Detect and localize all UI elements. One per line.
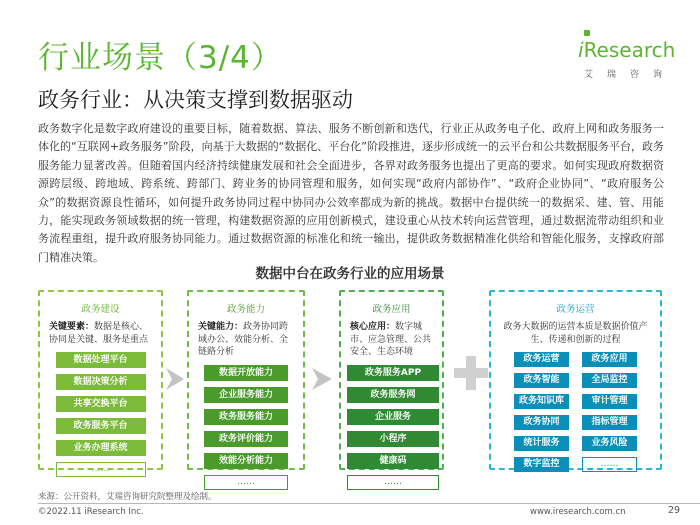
logo-research: Research bbox=[583, 38, 676, 62]
tag-gov-intelligence: 政务智能 bbox=[514, 373, 569, 388]
tag-health-code: 健康码 bbox=[347, 453, 439, 469]
logo-dot-icon bbox=[584, 30, 590, 36]
body-paragraph: 政务数字化是数字政府建设的重要目标，随着数据、算法、服务不断创新和迭代，行业正从政务电子化、政府上网和政务服务一体化的“互联网+政务服务”阶段，向基于大数据的“数据化、平台化”阶段推进，逐步形成统一的云平台和公共数据服务平台，政务服务能力显著改善。但随着国内经济持续健康发展和社会全面进步，各界对政务服务也提出了更高的要求。如何实现政府数据资源跨层级、跨地域、跨系统、跨部门、跨业务的协同管理和服务，如何实现“政府内部协作”、“政府企业协同”、“政府服务公众”的数据资源良性循环，如何提升政务协同过程中协同办公效率都成为新的挑战。数据中台提供统一的数据采、建、管、用能力，能实现政务领域数据的统一管理，构建数据资源的应用创新模式，建设重心从技术转向运营管理，通过数据流带动组织和业务流程重组，提升政府服务协同能力。通过数据资源的标准化和统一输出，提供政务数据精准化供给和智能化服务，支撑政府部门精准决策。 bbox=[38, 122, 665, 264]
panel-description bbox=[347, 321, 436, 359]
panel-description bbox=[195, 321, 297, 359]
footer-website: www.iresearch.com.cn bbox=[530, 507, 626, 517]
panel-desc-text: 政务协同跨域办公、效能分析、全链路分析 bbox=[198, 322, 289, 357]
tag-more: …… bbox=[347, 475, 439, 490]
page-title: 行业场景（3/4） bbox=[38, 40, 283, 76]
panel-button-list bbox=[46, 352, 155, 477]
panel-title: 政务应用 bbox=[372, 304, 411, 315]
page-number: 29 bbox=[668, 505, 681, 516]
footer-divider bbox=[38, 503, 700, 504]
logo-i: i bbox=[578, 38, 584, 62]
tag-gov-service-platform: 政务服务平台 bbox=[56, 418, 146, 434]
tag-business-system: 业务办理系统 bbox=[56, 440, 146, 456]
panel-desc-label: 核心应用： bbox=[350, 322, 396, 332]
logo-subtitle: 艾瑞咨询 bbox=[584, 70, 677, 80]
arrow-right-icon bbox=[312, 368, 332, 390]
tag-mini-program: 小程序 bbox=[347, 431, 439, 447]
tag-data-decision: 数据决策分析 bbox=[56, 374, 146, 390]
panel-button-list bbox=[195, 365, 297, 490]
panel-desc-label: 关键要素： bbox=[49, 322, 95, 332]
panel-description: 政务大数据的运营本质是数据价值产生、传递和创新的过程 bbox=[503, 322, 648, 345]
panel-gov-operation bbox=[489, 290, 662, 470]
tag-enterprise: 企业服务 bbox=[347, 409, 439, 425]
panel-desc-text: 数据是核心、协同是关键、服务是重点 bbox=[49, 322, 149, 345]
tag-statistics-service: 统计服务 bbox=[514, 436, 569, 451]
tag-global-monitoring: 全局监控 bbox=[582, 373, 637, 388]
panel-desc-text: 数字城市、应急管理、公共安全、生态环境 bbox=[350, 322, 432, 357]
tag-gov-evaluation: 政务评价能力 bbox=[204, 431, 288, 447]
source-note: 来源：公开资料，艾瑞咨询研究院整理及绘制。 bbox=[38, 492, 217, 502]
tag-data-processing: 数据处理平台 bbox=[56, 352, 146, 368]
panel-button-grid bbox=[497, 352, 654, 472]
panel-gov-construction bbox=[38, 290, 163, 474]
tag-gov-collaboration: 政务协同 bbox=[514, 415, 569, 430]
tag-more: …… bbox=[582, 457, 637, 472]
tag-business-risk: 业务风险 bbox=[582, 436, 637, 451]
tag-knowledge-base: 政务知识库 bbox=[514, 394, 569, 409]
tag-gov-operation: 政务运营 bbox=[514, 352, 569, 367]
panel-title: 政务能力 bbox=[226, 304, 265, 315]
tag-gov-application: 政务应用 bbox=[582, 352, 637, 367]
tag-enterprise-service: 企业服务能力 bbox=[204, 387, 288, 403]
footer-copyright: ©2022.11 iResearch Inc. bbox=[38, 507, 144, 517]
panel-title: 政务运营 bbox=[556, 304, 595, 315]
tag-gov-service-web: 政务服务网 bbox=[347, 387, 439, 403]
tag-indicator-management: 指标管理 bbox=[582, 415, 637, 430]
tag-audit-management: 审计管理 bbox=[582, 394, 637, 409]
body-text bbox=[38, 120, 664, 267]
diagram-title: 数据中台在政务行业的应用场景 bbox=[255, 266, 445, 282]
tag-data-open: 数据开放能力 bbox=[204, 365, 288, 381]
panel-gov-capability bbox=[187, 290, 305, 487]
panel-title: 政务建设 bbox=[81, 304, 120, 315]
panel-gov-application bbox=[339, 290, 444, 487]
tag-more: …… bbox=[204, 475, 288, 490]
tag-gov-app: 政务服务APP bbox=[347, 365, 439, 381]
tag-gov-service-capability: 政务服务能力 bbox=[204, 409, 288, 425]
panel-desc-label: 关键能力： bbox=[198, 322, 244, 332]
iresearch-logo bbox=[578, 30, 677, 82]
arrow-right-icon bbox=[166, 368, 184, 390]
tag-efficiency-analysis: 效能分析能力 bbox=[204, 453, 288, 469]
logo-wordmark bbox=[578, 38, 675, 62]
tag-more: …… bbox=[56, 462, 146, 477]
tag-sharing-exchange: 共享交换平台 bbox=[56, 396, 146, 412]
panel-button-list bbox=[347, 365, 436, 490]
page-subtitle: 政务行业：从决策支撑到数据驱动 bbox=[38, 88, 353, 112]
panel-description bbox=[46, 321, 155, 346]
plus-icon bbox=[454, 356, 488, 390]
tag-digital-monitoring: 数字监控 bbox=[514, 457, 569, 472]
